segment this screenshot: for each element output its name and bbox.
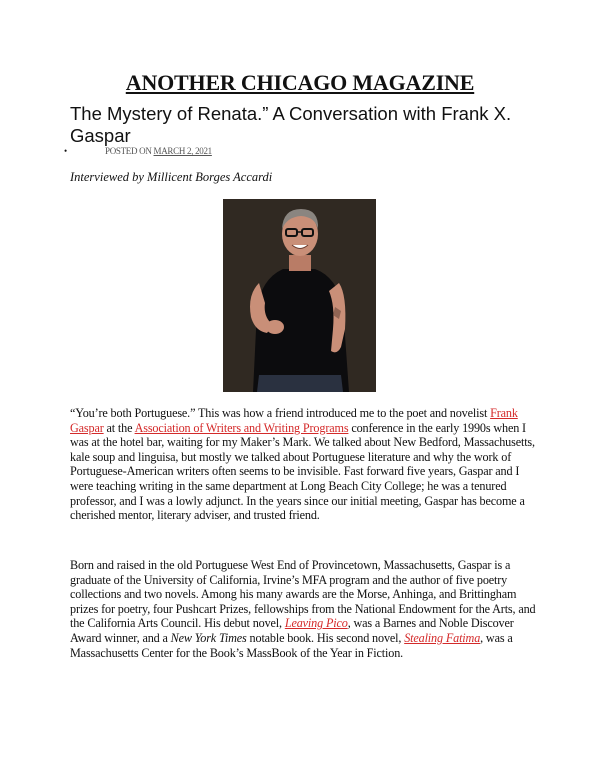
text: at the [103,420,135,435]
nyt-italic: New York Times [170,630,247,645]
text: , was a Barnes and Noble Discover Award winner, and a [70,616,514,645]
list-bullet: • [64,146,68,156]
text: conference in the early 1990s when I was at the hotel bar, waiting for my Maker’s Mark. We talked about New Bedford, Massachusetts, kale soup and linguisa, but mostly we talked about Portuguese literature and why the work of Portuguese-American writers often seems to be invisible. Fast forward five years, Gaspar and I were teaching writing in the same department at Long Beach City College; he was a tenured professor, and I was a lowly adjunct. In the years since our initial meeting, Gaspar has become a cherished mentor, literary adviser, and trusted friend. [70,420,535,523]
article-title: The Mystery of Renata.” A Conversation with Frank X. Gaspar [70,103,512,146]
frank-gaspar-link[interactable]: Frank Gaspar [70,406,518,435]
text: , was a Massachusetts Center for the Book’s MassBook of the Year in Fiction. [70,630,513,660]
text: “You’re both Portuguese.” This was how a friend introduced me to the poet and novelist [70,406,491,420]
intro-paragraph [70,406,540,523]
author-photo [223,199,376,392]
awp-link[interactable]: Association of Writers and Writing Programs [134,420,349,435]
masthead[interactable]: ANOTHER CHICAGO MAGAZINE [125,70,475,95]
post-date-link[interactable]: MARCH 2, 2021 [153,146,212,156]
author-portrait-image [223,199,376,392]
text: notable book. His second novel, [246,630,405,645]
byline: Interviewed by Millicent Borges Accardi [70,170,273,184]
stealing-fatima-link[interactable]: Stealing Fatima [404,630,481,645]
posted-on-label: POSTED ON [105,146,152,156]
bio-paragraph [70,558,540,660]
post-meta [105,146,212,156]
leaving-pico-link[interactable]: Leaving Pico [284,616,348,631]
text: Born and raised in the old Portuguese West End of Provincetown, Massachusetts, Gaspar is a graduate of the University of California, Irvine’s MFA program and the author of five poetry collections and two novels. Among his many awards are the Morse, Anhinga, and Brittingham prizes for poetry, four Pushcart Prizes, fellowships from the National Endowment for the Arts, and the California Arts Council. His debut novel, [70,558,536,631]
